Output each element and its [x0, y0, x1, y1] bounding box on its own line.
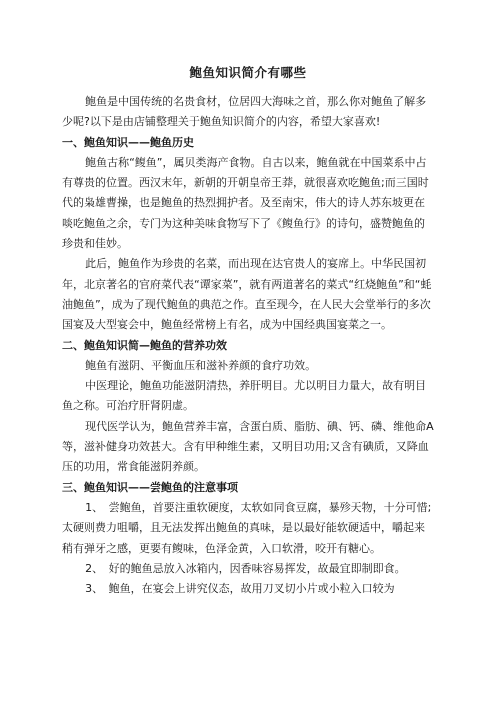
section-heading-history: 一、鲍鱼知识——鲍鱼历史: [62, 135, 194, 149]
intro-paragraph: 鲍鱼是中国传统的名贵食材，位居四大海味之首，那么你对鲍鱼了解多少呢?以下是由店铺整理关于鲍鱼知识简介的内容，希望大家喜欢!: [62, 95, 427, 129]
document-body: [62, 92, 434, 599]
paragraph: 鲍鱼有滋阴、平衡血压和滋补养颜的食疗功效。: [85, 358, 317, 372]
paragraph: 此后，鲍鱼作为珍贵的名菜，而出现在达官贵人的宴席上。中华民国初年，北京著名的官府菜代表“谭家菜”，就有两道著名的菜式“红烧鲍鱼”和“蚝油鲍鱼”，成为了现代鲍鱼的典范之作。直至现今，在人民大会堂举行的多次国宴及大型宴会中，鲍鱼经常榜上有名，成为中国经典国宴菜之一。: [62, 257, 432, 332]
paragraph: 现代医学认为，鲍鱼营养丰富，含蛋白质、脂肪、碘、钙、磷、维他命A等，滋补健身功效甚大。含有甲种维生素，又明目功用;又含有碘质，又降血压的功用，常食能滋阴养颜。: [62, 419, 434, 474]
paragraph: 鲍鱼古称“鳆鱼”，属贝类海产食物。自古以来，鲍鱼就在中国菜系中占有尊贵的位置。西汉末年，新朝的开朝皇帝王莽，就很喜欢吃鲍鱼;而三国时代的枭雄曹操，也是鲍鱼的热烈拥护者。及至南宋，伟大的诗人苏东坡更在啖吃鲍鱼之余，专门为这种美味食物写下了《鳆鱼行》的诗句，盛赞鲍鱼的珍贵和佳妙。: [62, 155, 429, 251]
section-heading-notes: 三、鲍鱼知识——尝鲍鱼的注意事项: [62, 480, 238, 494]
section-heading-nutrition: 二、鲍鱼知识简—鲍鱼的营养功效: [62, 338, 227, 352]
list-item: 3、 鲍鱼，在宴会上讲究仪态，故用刀叉切小片或小粒入口较为: [85, 582, 395, 596]
list-item: 2、 好的鲍鱼忌放入冰箱内，因香味容易挥发，故最宜即制即食。: [85, 561, 406, 575]
list-item: 1、 尝鲍鱼，首要注重软硬度，太软如同食豆腐，暴殄天物，十分可惜;太硬则费力咀嚼，且无法发挥出鲍鱼的真味，是以最好能软硬适中，嚼起来稍有弹牙之感，更要有鳆味，色泽金黄，入口软滑，咬开有糖心。: [62, 500, 432, 555]
paragraph: 中医理论，鲍鱼功能滋阴清热，养肝明目。尤以明目力量大，故有明目鱼之称。可治疗肝肾阴虚。: [62, 379, 427, 413]
document-title: 鲍鱼知识简介有哪些: [189, 65, 307, 80]
